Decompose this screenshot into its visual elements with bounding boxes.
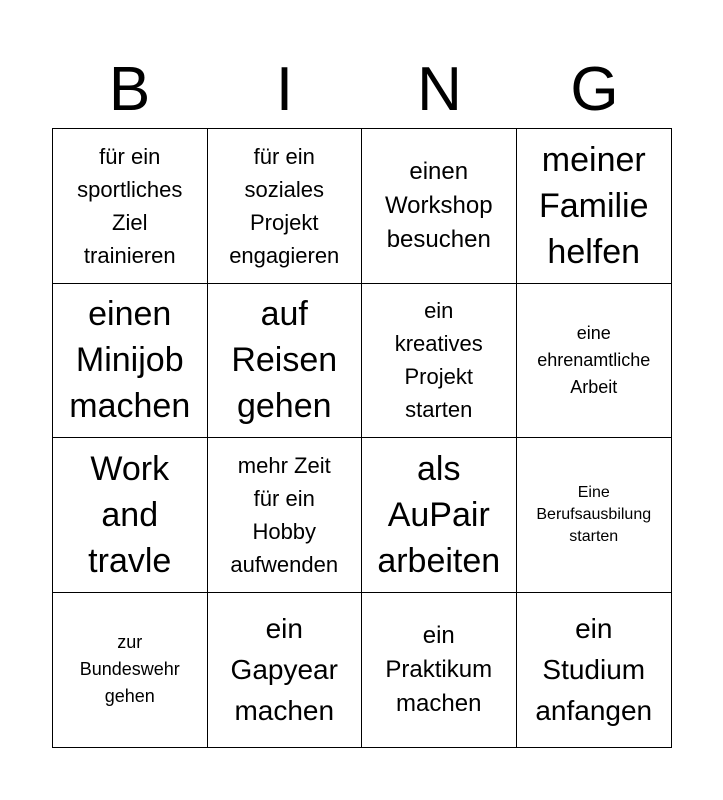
bingo-cell-text: ein Praktikum machen — [385, 621, 493, 717]
bingo-cell[interactable] — [517, 438, 672, 593]
bingo-cell[interactable] — [517, 284, 672, 439]
bingo-cell-text: einen Workshop besuchen — [384, 157, 493, 253]
bingo-board — [52, 128, 672, 748]
bingo-cell[interactable] — [53, 438, 208, 593]
bingo-cell[interactable] — [208, 593, 363, 748]
bingo-header — [52, 52, 672, 128]
header-letter-g: G — [570, 55, 619, 124]
bingo-cell-text: ein kreatives Projekt starten — [394, 298, 483, 423]
bingo-cell[interactable] — [53, 129, 208, 284]
bingo-cell-text: ein Gapyear machen — [230, 613, 338, 727]
bingo-cell-text: als AuPair arbeiten — [377, 449, 501, 580]
bingo-cell-text: für ein soziales Projekt engagieren — [229, 143, 340, 268]
bingo-cell-text: ein Studium anfangen — [535, 613, 653, 727]
bingo-cell[interactable] — [362, 593, 517, 748]
header-letter-b: B — [108, 55, 151, 124]
bingo-cell-text: eine ehrenamtliche Arbeit — [537, 322, 651, 397]
bingo-cell[interactable] — [208, 284, 363, 439]
bingo-cell[interactable] — [208, 129, 363, 284]
bingo-cell-text: mehr Zeit für ein Hobby aufwenden — [230, 452, 339, 577]
bingo-cell[interactable] — [362, 284, 517, 439]
bingo-cell[interactable] — [517, 593, 672, 748]
bingo-cell-text: für ein sportliches Ziel trainieren — [77, 143, 183, 268]
bingo-cell-text: auf Reisen gehen — [231, 295, 338, 426]
header-letter-n: N — [417, 55, 462, 124]
bingo-cell-text: meiner Familie helfen — [538, 140, 649, 271]
bingo-cell[interactable] — [53, 593, 208, 748]
header-letter-i: I — [275, 55, 294, 124]
bingo-cell[interactable] — [517, 129, 672, 284]
bingo-cell[interactable] — [53, 284, 208, 439]
bingo-cell[interactable] — [362, 438, 517, 593]
bingo-cell-text: Work and travle — [88, 449, 172, 580]
bingo-cell-text: Eine Berufsausbilung starten — [536, 483, 652, 545]
bingo-cell-text: zur Bundeswehr gehen — [79, 632, 180, 707]
bingo-cell-text: einen Minijob machen — [69, 295, 191, 426]
bingo-cell[interactable] — [362, 129, 517, 284]
bingo-cell[interactable] — [208, 438, 363, 593]
